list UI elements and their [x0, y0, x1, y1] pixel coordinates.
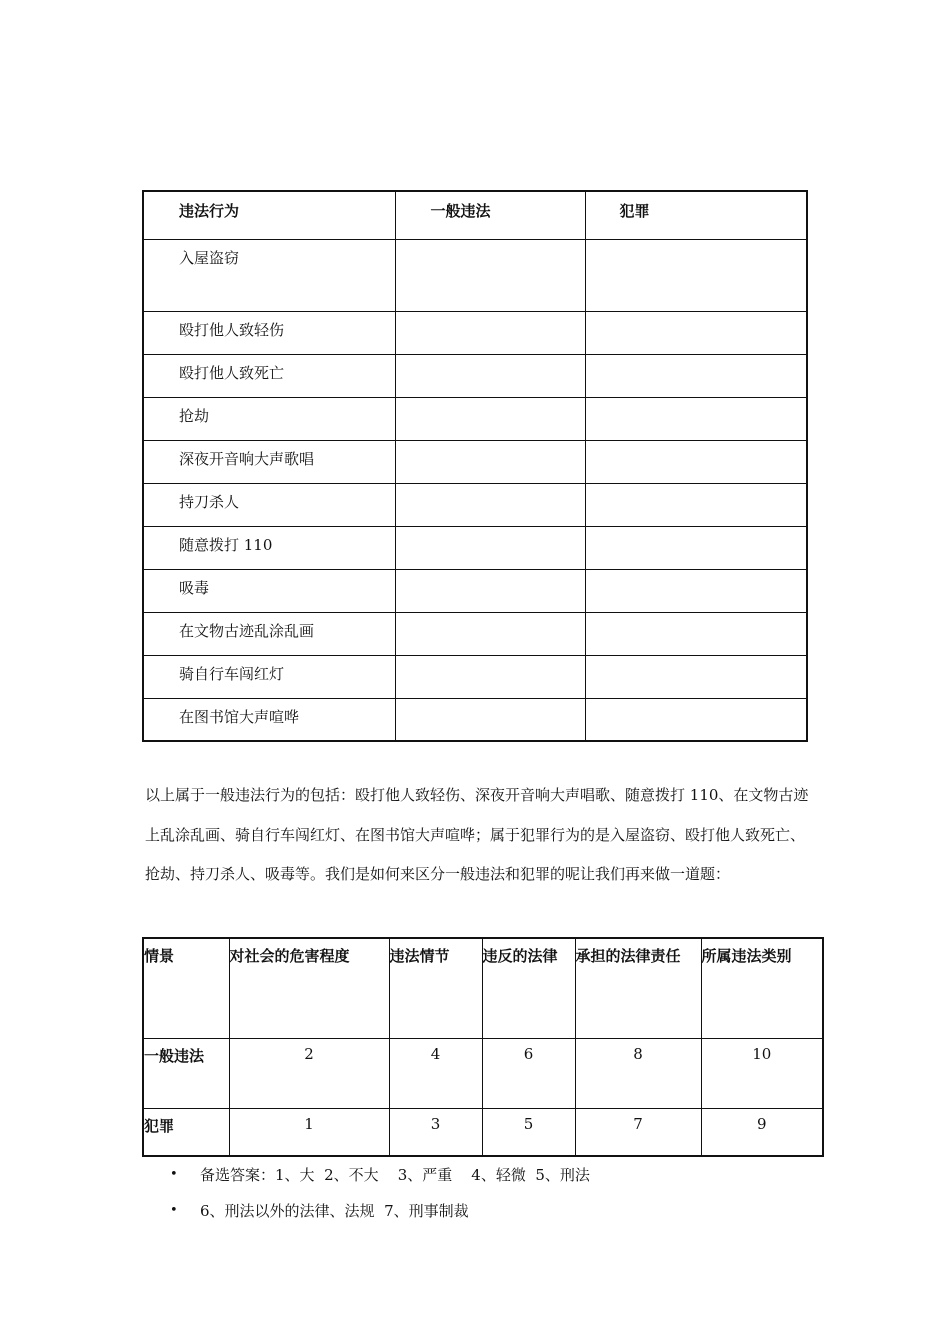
- header-general-violation: 一般违法: [395, 191, 585, 239]
- table-row: [143, 526, 807, 569]
- general-violation-cell: [395, 698, 585, 741]
- value-cell: 10: [701, 1038, 823, 1108]
- crime-cell: [585, 655, 807, 698]
- behavior-cell: 随意拨打 110: [143, 526, 395, 569]
- table-header-row: [143, 191, 807, 239]
- behavior-cell: 在图书馆大声喧哗: [143, 698, 395, 741]
- header-violation-behavior: 违法行为: [143, 191, 395, 239]
- crime-cell: [585, 440, 807, 483]
- bullet-icon: •: [170, 1202, 178, 1218]
- table-row: [143, 239, 807, 311]
- row-label: 犯罪: [143, 1108, 229, 1156]
- value-cell: 8: [575, 1038, 701, 1108]
- general-violation-cell: [395, 569, 585, 612]
- general-violation-cell: [395, 311, 585, 354]
- value-cell: 1: [229, 1108, 389, 1156]
- value-cell: 4: [389, 1038, 482, 1108]
- comparison-table: [142, 937, 824, 1157]
- behavior-cell: 入屋盗窃: [143, 239, 395, 311]
- table-row: [143, 612, 807, 655]
- answer-options-line-1: 备选答案：1、大 2、不大 3、严重 4、轻微 5、刑法: [200, 1165, 590, 1184]
- violation-classification-table: [142, 190, 808, 742]
- general-violation-cell: [395, 440, 585, 483]
- table-row: [143, 569, 807, 612]
- behavior-cell: 殴打他人致轻伤: [143, 311, 395, 354]
- header-violated-law: 违反的法律: [482, 938, 575, 1038]
- table-row: [143, 655, 807, 698]
- header-scenario: 情景: [143, 938, 229, 1038]
- table-header-row: [143, 938, 823, 1038]
- crime-cell: [585, 397, 807, 440]
- value-cell: 6: [482, 1038, 575, 1108]
- crime-cell: [585, 239, 807, 311]
- general-violation-cell: [395, 655, 585, 698]
- general-violation-cell: [395, 354, 585, 397]
- list-item: [170, 1192, 590, 1228]
- answer-options-line-2: 6、刑法以外的法律、法规 7、刑事制裁: [200, 1201, 469, 1220]
- crime-cell: [585, 354, 807, 397]
- row-label: 一般违法: [143, 1038, 229, 1108]
- behavior-cell: 持刀杀人: [143, 483, 395, 526]
- value-cell: 2: [229, 1038, 389, 1108]
- table-row-general-violation: [143, 1038, 823, 1108]
- general-violation-cell: [395, 397, 585, 440]
- header-crime: 犯罪: [585, 191, 807, 239]
- table-row: [143, 397, 807, 440]
- general-violation-cell: [395, 526, 585, 569]
- behavior-cell: 吸毒: [143, 569, 395, 612]
- general-violation-cell: [395, 483, 585, 526]
- summary-paragraph: 以上属于一般违法行为的包括：殴打他人致轻伤、深夜开音响大声唱歌、随意拨打 110、在文物古迹上乱涂乱画、骑自行车闯红灯、在图书馆大声喧哗；属于犯罪行为的是入屋盗窃、殴打他人致死亡、抢劫、持刀杀人、吸毒等。我们是如何来区分一般违法和犯罪的呢让我们再来做一道题：: [145, 786, 809, 883]
- crime-cell: [585, 569, 807, 612]
- list-item: [170, 1156, 590, 1192]
- value-cell: 3: [389, 1108, 482, 1156]
- behavior-cell: 深夜开音响大声歌唱: [143, 440, 395, 483]
- behavior-cell: 骑自行车闯红灯: [143, 655, 395, 698]
- crime-cell: [585, 612, 807, 655]
- behavior-cell: 在文物古迹乱涂乱画: [143, 612, 395, 655]
- header-violation-circumstances: 违法情节: [389, 938, 482, 1038]
- header-violation-category: 所属违法类别: [701, 938, 823, 1038]
- crime-cell: [585, 311, 807, 354]
- value-cell: 5: [482, 1108, 575, 1156]
- value-cell: 7: [575, 1108, 701, 1156]
- crime-cell: [585, 526, 807, 569]
- behavior-cell: 抢劫: [143, 397, 395, 440]
- header-legal-liability: 承担的法律责任: [575, 938, 701, 1038]
- crime-cell: [585, 698, 807, 741]
- table-row: [143, 698, 807, 741]
- header-social-harm-degree: 对社会的危害程度: [229, 938, 389, 1038]
- answer-options-list: [170, 1156, 590, 1228]
- table-row-crime: [143, 1108, 823, 1156]
- general-violation-cell: [395, 612, 585, 655]
- value-cell: 9: [701, 1108, 823, 1156]
- table-row: [143, 440, 807, 483]
- general-violation-cell: [395, 239, 585, 311]
- table-row: [143, 483, 807, 526]
- table-row: [143, 311, 807, 354]
- table-row: [143, 354, 807, 397]
- behavior-cell: 殴打他人致死亡: [143, 354, 395, 397]
- bullet-icon: •: [170, 1166, 178, 1182]
- crime-cell: [585, 483, 807, 526]
